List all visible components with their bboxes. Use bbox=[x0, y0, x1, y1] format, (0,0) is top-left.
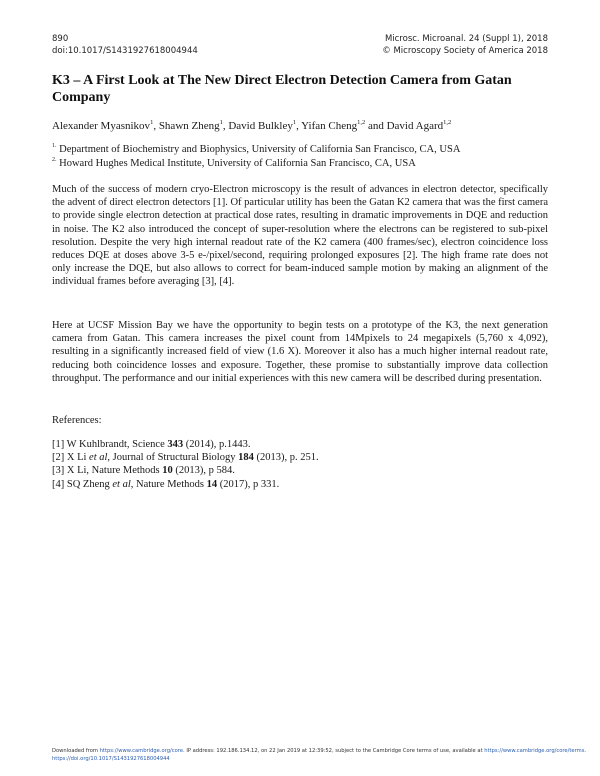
author-name: Yifan Cheng bbox=[301, 120, 358, 132]
doi-link[interactable]: https://doi.org/10.1017/S1431927618004944 bbox=[52, 756, 170, 762]
affiliation-list bbox=[52, 143, 552, 171]
doi: doi:10.1017/S1431927618004944 bbox=[52, 46, 198, 56]
reference-item: [4] SQ Zheng et al, Nature Methods 14 (2017), p 331. bbox=[52, 478, 280, 490]
journal-citation: Microsc. Microanal. 24 (Suppl 1), 2018 bbox=[384, 34, 548, 44]
body-paragraph-1: Much of the success of modern cryo-Electron microscopy is the result of advances in electron detector, specifically the advent of direct electron detectors [1]. Of particular utility has been the Gatan K2 camera that was the first camera to provide single electron detection at practical dose rates, resulting in dramatic improvements in DQE and reduction in noise. The K2 also introduced the concept of super-resolution where the electrons can be registered to sub-pixel resolution. Despite the very high internal readout rate of the K2 camera (400 frames/sec), electron coincidence loss reduces DQE at doses above 3-5 e-/pixel/second, requiring prolonged exposures [2]. The high frame rate does not only increase the DQE, but also allows to correct for beam-induced sample motion by making an alignment of the individual frames before averaging [3], [4]. bbox=[52, 184, 548, 288]
author-affiliation-mark: 1 bbox=[292, 119, 297, 126]
author-name: David Agard bbox=[386, 120, 444, 132]
copyright: © Microscopy Society of America 2018 bbox=[382, 46, 548, 56]
author-affiliation-mark: 1,2 bbox=[357, 119, 366, 126]
affiliation-marker: 2. bbox=[52, 157, 57, 163]
author-name: Shawn Zheng bbox=[158, 120, 220, 132]
header-left bbox=[52, 33, 198, 57]
reference-item: [3] X Li, Nature Methods 10 (2013), p 584. bbox=[52, 465, 235, 477]
author-affiliation-mark: 1,2 bbox=[443, 119, 452, 126]
header-right bbox=[382, 33, 548, 57]
cambridge-core-link[interactable]: https://www.cambridge.org/core bbox=[99, 748, 184, 754]
author-list: Alexander Myasnikov$^1$, Shawn Zheng$^1$, David Bulkley$^1$, Yifan Cheng$^{1,2}$ and David Agard$^{1,2}$ bbox=[52, 119, 452, 132]
references-heading: References: bbox=[52, 415, 102, 426]
download-footer: Downloaded from https://www.cambridge.org/core. IP address: 192.186.134.12, on 22 Jan 2019 at 12:39:52, subject to the Cambridge Core terms of use, available at https://www.cambridge.org/core/terms. https://doi.org/10.1017/S1431927618004944 bbox=[52, 748, 587, 762]
author-name: David Bulkley bbox=[228, 120, 293, 132]
affiliation-marker: 1. bbox=[52, 143, 57, 149]
terms-of-use-link[interactable]: https://www.cambridge.org/core/terms bbox=[484, 748, 585, 754]
author-affiliation-mark: 1 bbox=[150, 119, 154, 126]
author-name: Alexander Myasnikov bbox=[52, 120, 151, 132]
affiliation: $^{2.}$ Howard Hughes Medical Institute, University of California San Francisco, CA, USA bbox=[52, 157, 416, 169]
reference-list bbox=[52, 438, 548, 491]
paper-title: K3 – A First Look at The New Direct Electron Detection Camera from Gatan Company bbox=[52, 73, 512, 105]
author-affiliation-mark: 1 bbox=[219, 119, 223, 126]
reference-item: [2] X Li et al, Journal of Structural Biology 184 (2013), p. 251. bbox=[52, 452, 319, 464]
page-number: 890 bbox=[52, 34, 69, 44]
affiliation: $^{1.}$ Department of Biochemistry and Biophysics, University of California San Francisco, CA, USA bbox=[52, 143, 461, 155]
body-paragraph-2: Here at UCSF Mission Bay we have the opportunity to begin tests on a prototype of the K3, the next generation camera from Gatan. This camera increases the pixel count from 14Mpixels to 24 megapixels (5,760 x 4,092), resulting in a significantly increased field of view (1.6 X). Moreover it also has a much higher internal readout rate, reducing both coincidence losses and exposure. Together, these promise to substantially improve data collection throughput. The performance and our initial experiences with this new camera will be described during presentation. bbox=[52, 320, 548, 384]
reference-item: [1] W Kuhlbrandt, Science 343 (2014), p.1443. bbox=[52, 439, 251, 450]
